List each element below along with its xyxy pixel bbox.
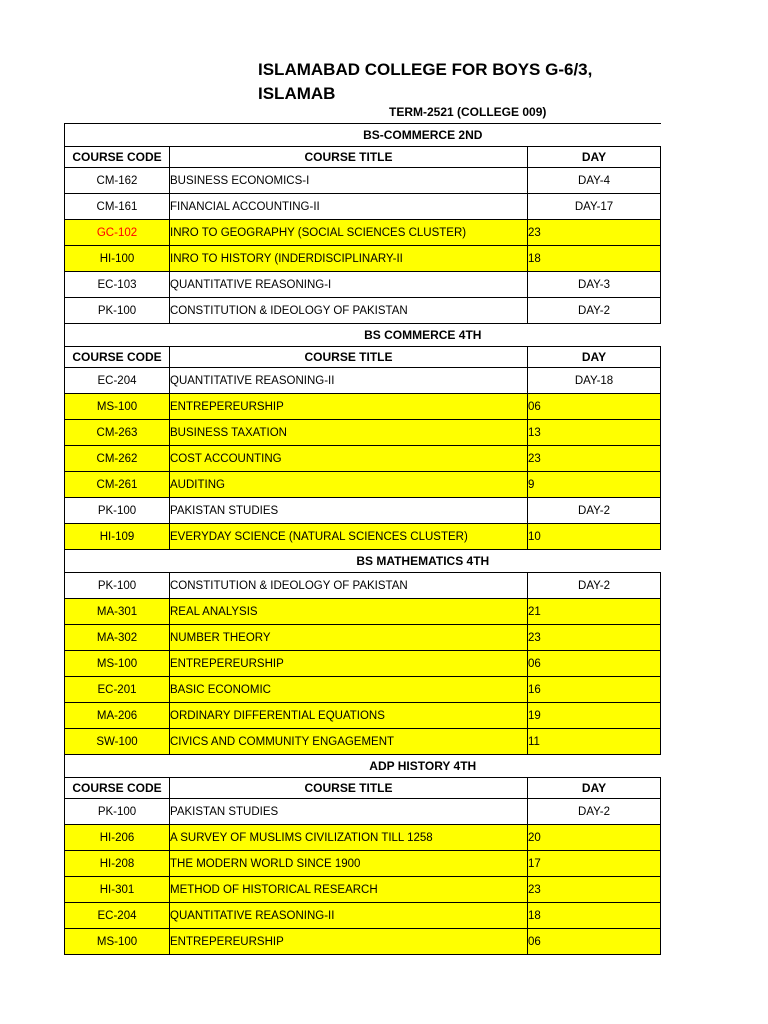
course-day: 18	[528, 246, 661, 272]
course-row	[65, 524, 661, 550]
timetable-body	[65, 124, 661, 955]
course-title: ENTREPEREURSHIP	[170, 929, 528, 955]
course-code: CM-161	[65, 194, 170, 220]
course-day: 9	[528, 472, 661, 498]
column-header-title: COURSE TITLE	[170, 147, 528, 168]
course-title: QUANTITATIVE REASONING-II	[170, 903, 528, 929]
course-code: PK-100	[65, 498, 170, 524]
course-row	[65, 651, 661, 677]
course-row	[65, 194, 661, 220]
course-day: DAY-2	[528, 298, 661, 324]
section-row	[65, 550, 661, 573]
course-day: 23	[528, 625, 661, 651]
term-label: TERM-2521 (COLLEGE 009)	[389, 105, 547, 119]
course-row	[65, 877, 661, 903]
course-row	[65, 677, 661, 703]
course-title: AUDITING	[170, 472, 528, 498]
course-title: BASIC ECONOMIC	[170, 677, 528, 703]
course-title: INRO TO HISTORY (INDERDISCIPLINARY-II	[170, 246, 528, 272]
course-row	[65, 573, 661, 599]
course-row	[65, 625, 661, 651]
course-title: ENTREPEREURSHIP	[170, 394, 528, 420]
course-title: CONSTITUTION & IDEOLOGY OF PAKISTAN	[170, 298, 528, 324]
course-day: 20	[528, 825, 661, 851]
column-header-code: COURSE CODE	[65, 347, 170, 368]
course-day: DAY-2	[528, 799, 661, 825]
course-title: ENTREPEREURSHIP	[170, 651, 528, 677]
course-day: DAY-18	[528, 368, 661, 394]
column-header-day: DAY	[528, 147, 661, 168]
course-code: CM-261	[65, 472, 170, 498]
course-title: A SURVEY OF MUSLIMS CIVILIZATION TILL 1258	[170, 825, 528, 851]
course-code: HI-109	[65, 524, 170, 550]
column-header-code: COURSE CODE	[65, 147, 170, 168]
course-row	[65, 929, 661, 955]
course-title: PAKISTAN STUDIES	[170, 799, 528, 825]
course-title: BUSINESS TAXATION	[170, 420, 528, 446]
course-day: 19	[528, 703, 661, 729]
course-title: COST ACCOUNTING	[170, 446, 528, 472]
course-title: PAKISTAN STUDIES	[170, 498, 528, 524]
course-row	[65, 903, 661, 929]
section-title-cell	[65, 550, 661, 573]
course-day: 23	[528, 446, 661, 472]
course-row	[65, 498, 661, 524]
course-row	[65, 799, 661, 825]
course-row	[65, 220, 661, 246]
course-code: EC-204	[65, 903, 170, 929]
course-code: EC-201	[65, 677, 170, 703]
course-code: SW-100	[65, 729, 170, 755]
column-header-title: COURSE TITLE	[170, 778, 528, 799]
course-day: 21	[528, 599, 661, 625]
course-row	[65, 825, 661, 851]
course-code: PK-100	[65, 573, 170, 599]
course-day: 06	[528, 394, 661, 420]
course-code: MS-100	[65, 651, 170, 677]
course-day: 11	[528, 729, 661, 755]
section-title-cell	[65, 124, 661, 147]
course-code: MS-100	[65, 394, 170, 420]
timetable	[64, 123, 661, 955]
column-header-day: DAY	[528, 347, 661, 368]
course-day: 18	[528, 903, 661, 929]
section-title: BS MATHEMATICS 4TH	[356, 554, 490, 568]
course-code: HI-206	[65, 825, 170, 851]
course-day: DAY-2	[528, 573, 661, 599]
course-code: HI-301	[65, 877, 170, 903]
section-title-cell	[65, 324, 661, 347]
course-day: DAY-2	[528, 498, 661, 524]
course-day: 06	[528, 929, 661, 955]
course-day: 06	[528, 651, 661, 677]
section-row	[65, 124, 661, 147]
course-code: GC-102	[65, 220, 170, 246]
course-row	[65, 472, 661, 498]
column-header-row	[65, 347, 661, 368]
course-title: QUANTITATIVE REASONING-II	[170, 368, 528, 394]
section-row	[65, 324, 661, 347]
course-day: 23	[528, 877, 661, 903]
course-title: METHOD OF HISTORICAL RESEARCH	[170, 877, 528, 903]
course-title: BUSINESS ECONOMICS-I	[170, 168, 528, 194]
course-row	[65, 246, 661, 272]
course-row	[65, 599, 661, 625]
course-code: MA-206	[65, 703, 170, 729]
course-row	[65, 703, 661, 729]
column-header-title: COURSE TITLE	[170, 347, 528, 368]
course-code: MS-100	[65, 929, 170, 955]
course-row	[65, 168, 661, 194]
course-code: CM-162	[65, 168, 170, 194]
section-title: ADP HISTORY 4TH	[369, 759, 477, 773]
course-row	[65, 446, 661, 472]
course-title: REAL ANALYSIS	[170, 599, 528, 625]
course-row	[65, 394, 661, 420]
course-day: DAY-4	[528, 168, 661, 194]
course-code: PK-100	[65, 298, 170, 324]
course-row	[65, 368, 661, 394]
course-title: ORDINARY DIFFERENTIAL EQUATIONS	[170, 703, 528, 729]
course-code: HI-208	[65, 851, 170, 877]
course-title: INRO TO GEOGRAPHY (SOCIAL SCIENCES CLUSTER)	[170, 220, 528, 246]
course-code: CM-263	[65, 420, 170, 446]
course-title: CONSTITUTION & IDEOLOGY OF PAKISTAN	[170, 573, 528, 599]
course-title: QUANTITATIVE REASONING-I	[170, 272, 528, 298]
course-day: 23	[528, 220, 661, 246]
section-title-cell	[65, 755, 661, 778]
course-code: CM-262	[65, 446, 170, 472]
column-header-row	[65, 147, 661, 168]
course-code: HI-100	[65, 246, 170, 272]
course-row	[65, 272, 661, 298]
course-code: PK-100	[65, 799, 170, 825]
column-header-day: DAY	[528, 778, 661, 799]
course-title: NUMBER THEORY	[170, 625, 528, 651]
course-day: DAY-3	[528, 272, 661, 298]
column-header-row	[65, 778, 661, 799]
section-title: BS-COMMERCE 2ND	[363, 128, 483, 142]
course-title: EVERYDAY SCIENCE (NATURAL SCIENCES CLUSTER)	[170, 524, 528, 550]
course-day: 17	[528, 851, 661, 877]
section-row	[65, 755, 661, 778]
course-day: 10	[528, 524, 661, 550]
course-title: FINANCIAL ACCOUNTING-II	[170, 194, 528, 220]
section-title: BS COMMERCE 4TH	[364, 328, 482, 342]
course-row	[65, 729, 661, 755]
course-code: MA-302	[65, 625, 170, 651]
course-title: CIVICS AND COMMUNITY ENGAGEMENT	[170, 729, 528, 755]
column-header-code: COURSE CODE	[65, 778, 170, 799]
course-code: MA-301	[65, 599, 170, 625]
course-row	[65, 420, 661, 446]
course-day: DAY-17	[528, 194, 661, 220]
course-code: EC-204	[65, 368, 170, 394]
document-title: ISLAMABAD COLLEGE FOR BOYS G-6/3, ISLAMAB	[258, 60, 593, 103]
course-day: 13	[528, 420, 661, 446]
course-day: 16	[528, 677, 661, 703]
course-row	[65, 298, 661, 324]
course-code: EC-103	[65, 272, 170, 298]
course-row	[65, 851, 661, 877]
course-title: THE MODERN WORLD SINCE 1900	[170, 851, 528, 877]
